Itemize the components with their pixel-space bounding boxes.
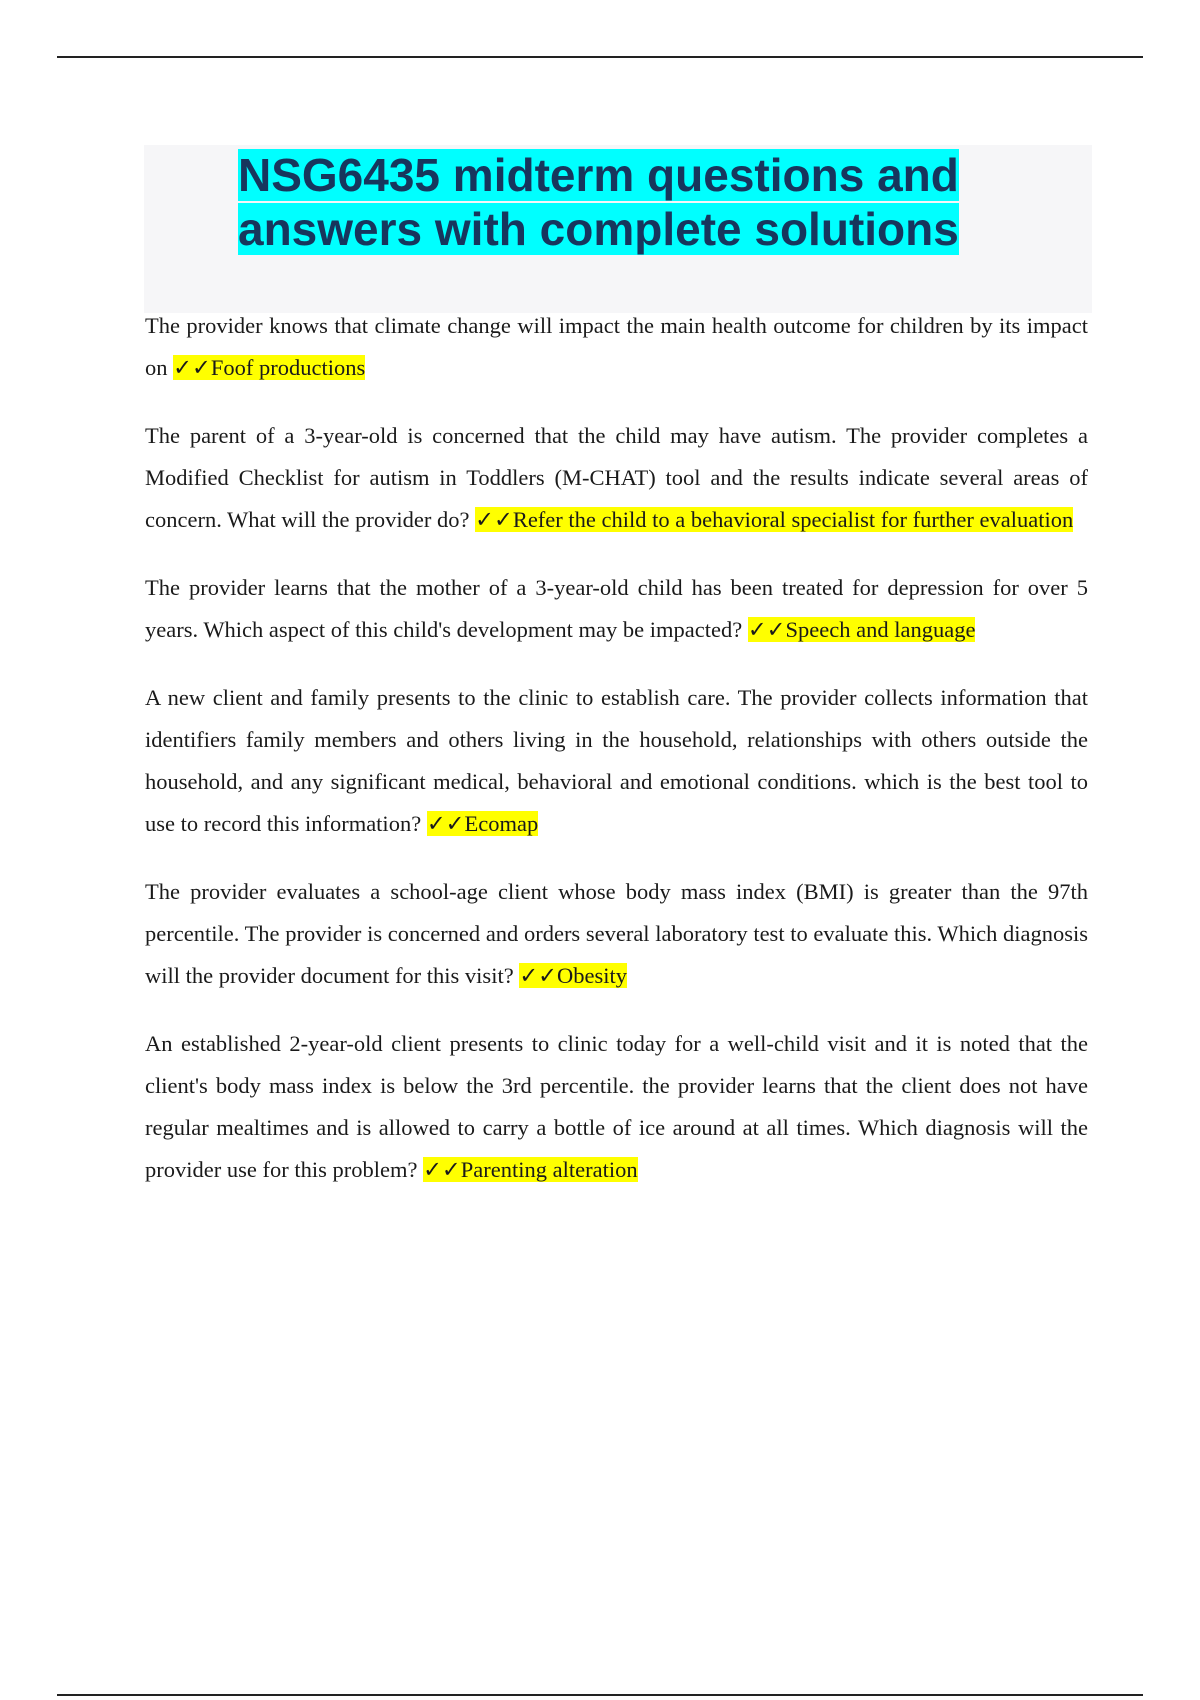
qa-item-6 (145, 1023, 1088, 1191)
bottom-rule (57, 1694, 1143, 1696)
qa-item-2 (145, 415, 1088, 541)
qa-item-3 (145, 567, 1088, 651)
title-line-1: NSG6435 midterm questions and (238, 149, 959, 201)
question-text: The provider knows that climate change will impact the main health outcome for children by its impact on (145, 313, 1088, 380)
answer-highlight: ✓✓Parenting alteration (423, 1157, 638, 1182)
answer-highlight: ✓✓Foof productions (173, 355, 366, 380)
answer-highlight: ✓✓Refer the child to a behavioral specialist for further evaluation (475, 507, 1074, 532)
qa-list (145, 305, 1088, 1217)
qa-item-5 (145, 871, 1088, 997)
question-text: The provider evaluates a school-age client whose body mass index (BMI) is greater than the 97th percentile. The provider is concerned and orders several laboratory test to evaluate this. Which diagnosis will the provider document for this visit? (145, 879, 1088, 988)
qa-item-1 (145, 305, 1088, 389)
top-rule (57, 56, 1143, 58)
question-text: The provider learns that the mother of a 3-year-old child has been treated for depression for over 5 years. Which aspect of this child's development may be impacted? (145, 575, 1088, 642)
question-text: The parent of a 3-year-old is concerned that the child may have autism. The provider completes a Modified Checklist for autism in Toddlers (M-CHAT) tool and the results indicate several areas of concern. What will the provider do? (145, 423, 1088, 532)
answer-highlight: ✓✓Obesity (519, 963, 628, 988)
question-text: A new client and family presents to the clinic to establish care. The provider collects information that identifiers family members and others living in the household, relationships with others outside the household, and any significant medical, behavioral and emotional conditions. which is the best tool to use to record this information? (145, 685, 1088, 836)
question-text: An established 2-year-old client presents to clinic today for a well-child visit and it is noted that the client's body mass index is below the 3rd percentile. the provider learns that the client does not have regular mealtimes and is allowed to carry a bottle of ice around at all times. Which diagnosis will the provider use for this problem? (145, 1031, 1088, 1182)
answer-highlight: ✓✓Ecomap (426, 811, 539, 836)
qa-item-4 (145, 677, 1088, 845)
document-title (238, 148, 998, 256)
answer-highlight: ✓✓Speech and language (747, 617, 976, 642)
title-line-2: answers with complete solutions (238, 203, 959, 255)
